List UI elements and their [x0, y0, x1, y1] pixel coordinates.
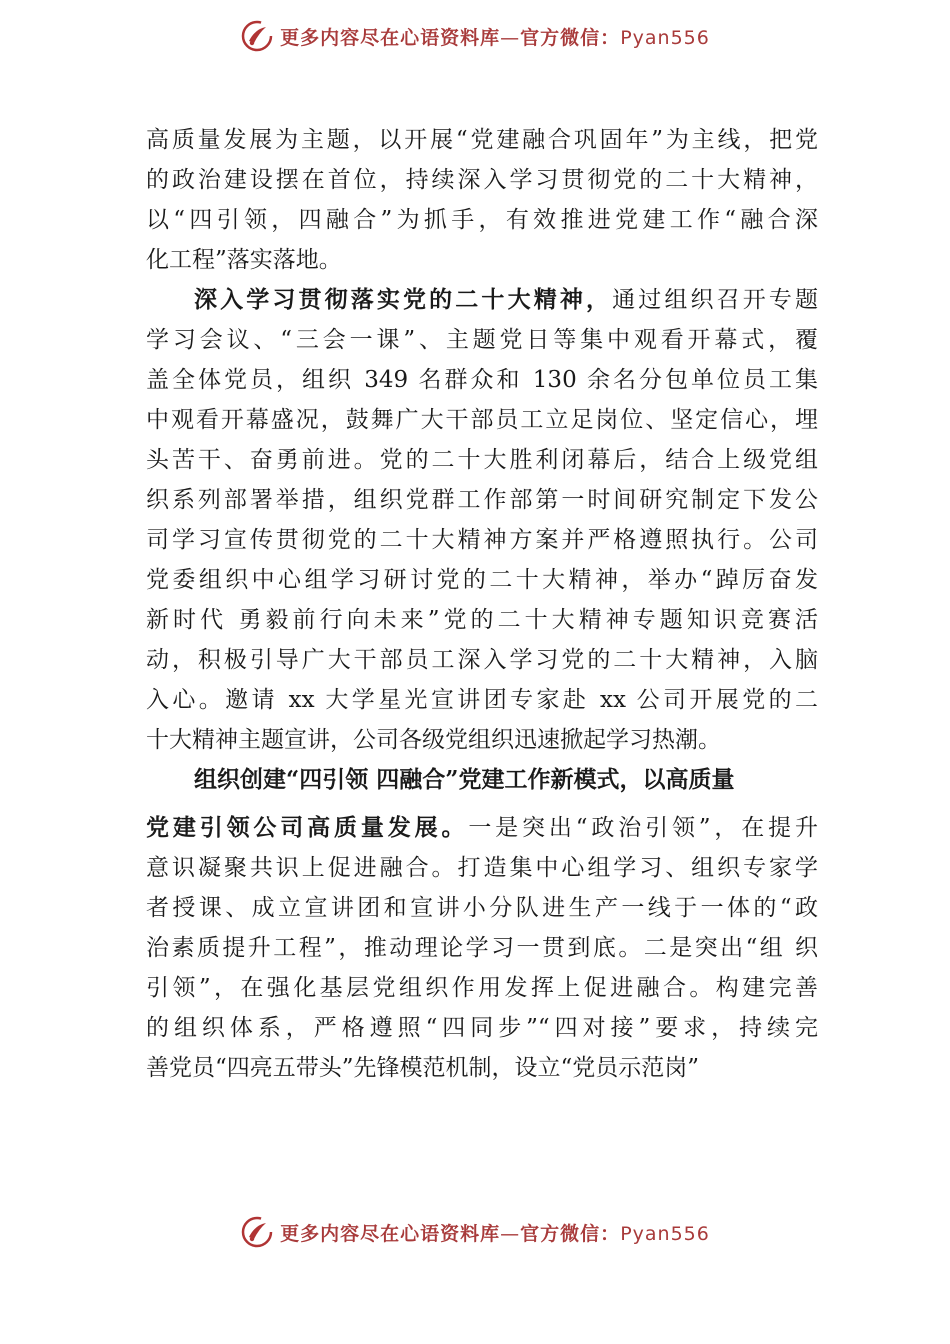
text-line: 高质量发展为主题，以开展“党建融合巩固年”为主线，把党	[146, 127, 818, 153]
text-line: 头苦干、奋勇前进。党的二十大胜利闭幕后，结合上级党组	[146, 447, 818, 473]
banner-official-label: 官方微信：	[520, 1222, 621, 1245]
text-line: 化工程”落实落地。	[146, 247, 342, 273]
section-heading-line: 组织创建“四引领 四融合”党建工作新模式，以高质量	[194, 766, 735, 793]
text-line: 的组织体系，严格遵照“四同步”“四对接”要求，持续完	[146, 1015, 818, 1041]
lead-rest-text: 通过组织召开专题	[612, 287, 818, 313]
paragraph-lead-line	[146, 808, 818, 848]
text-line: 引领”，在强化基层党组织作用发挥上促进融合。构建完善	[146, 975, 818, 1001]
banner-wechat-id: Pyan556	[620, 26, 710, 49]
text-line: 新时代 勇毅前行向未来”党的二十大精神专题知识竞赛活	[146, 607, 818, 633]
bold-lead-text: 深入学习贯彻落实党的二十大精神，	[194, 287, 613, 313]
paragraph-1	[146, 120, 818, 280]
lead-rest-text: 一是突出“政治引领”，在提升	[468, 815, 818, 841]
banner-official-label: 官方微信：	[520, 26, 621, 49]
paragraph-lead-line	[146, 280, 818, 320]
document-body	[146, 120, 818, 1088]
text-line: 党委组织中心组学习研讨党的二十大精神，举办“踔厉奋发	[146, 567, 818, 593]
text-line: 善党员“四亮五带头”先锋模范机制，设立“党员示范岗”	[146, 1055, 700, 1081]
header-banner	[0, 16, 950, 56]
banner-wechat-id: Pyan556	[620, 1222, 710, 1245]
text-line: 的政治建设摆在首位，持续深入学习贯彻党的二十大精神，	[146, 167, 818, 193]
banner-library-name: 更多内容尽在心语资料库	[280, 26, 501, 49]
banner-text	[280, 1219, 710, 1246]
paragraph-2	[146, 280, 818, 760]
footer-banner	[0, 1212, 950, 1252]
text-line: 盖全体党员，组织 349 名群众和 130 余名分包单位员工集	[146, 367, 818, 393]
text-line: 学习会议、“三会一课”、主题党日等集中观看开幕式，覆	[146, 327, 818, 353]
banner-dash: —	[500, 1222, 521, 1245]
text-line: 者授课、成立宣讲团和宣讲小分队进生产一线于一体的“政	[146, 895, 818, 921]
banner-dash: —	[500, 26, 521, 49]
text-line: 入心。邀请 xx 大学星光宣讲团专家赴 xx 公司开展党的二	[146, 687, 818, 713]
brush-circle-logo-icon	[240, 1215, 274, 1249]
banner-library-name: 更多内容尽在心语资料库	[280, 1222, 501, 1245]
text-line: 十大精神主题宣讲，公司各级党组织迅速掀起学习热潮。	[146, 727, 721, 753]
text-line: 司学习宣传贯彻党的二十大精神方案并严格遵照执行。公司	[146, 527, 818, 553]
text-line: 动，积极引导广大干部员工深入学习党的二十大精神，入脑	[146, 647, 818, 673]
text-line: 织系列部署举措，组织党群工作部第一时间研究制定下发公	[146, 487, 818, 513]
text-line: 中观看开幕盛况，鼓舞广大干部员工立足岗位、坚定信心，埋	[146, 407, 818, 433]
text-line: 治素质提升工程”，推动理论学习一贯到底。二是突出“组 织	[146, 935, 818, 961]
brush-circle-logo-icon	[240, 19, 274, 53]
text-line: 以“四引领，四融合”为抓手，有效推进党建工作“融合深	[146, 207, 818, 233]
text-line: 意识凝聚共识上促进融合。打造集中心组学习、组织专家学	[146, 855, 818, 881]
banner-text	[280, 23, 710, 50]
paragraph-3	[146, 760, 818, 1088]
bold-lead-text: 党建引领公司高质量发展。	[146, 814, 469, 841]
